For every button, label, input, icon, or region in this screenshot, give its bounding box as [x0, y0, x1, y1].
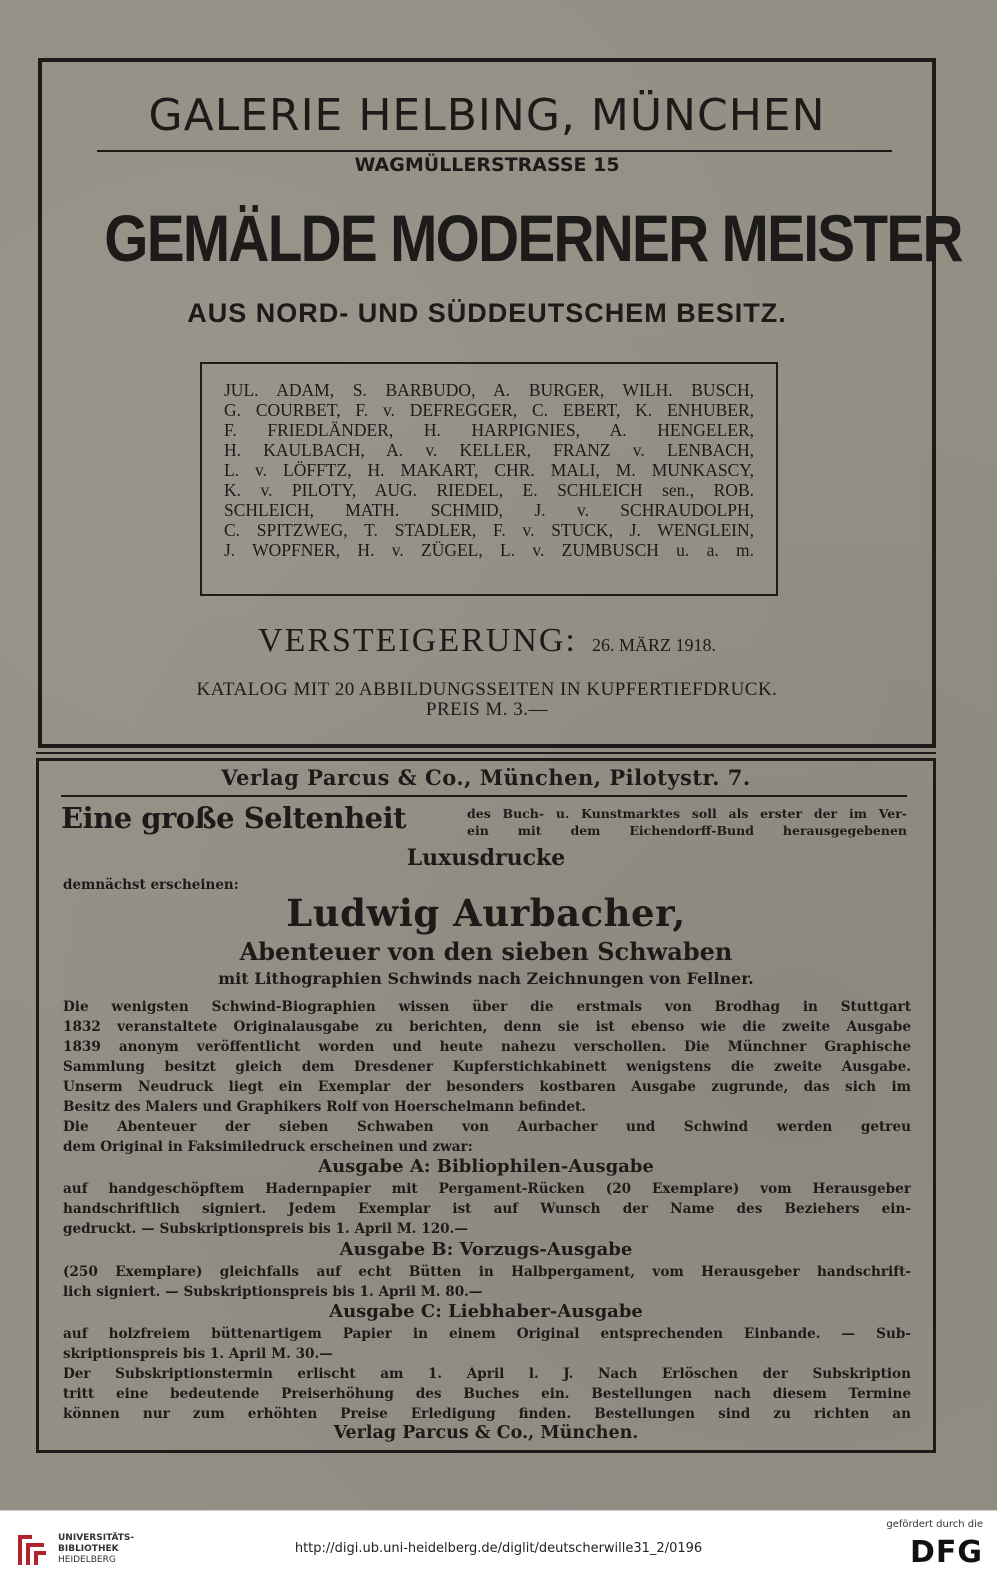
text-line: 1839 anonym veröffentlicht worden und heute nahezu verschollen. Die Münchner Graphische [63, 1039, 911, 1055]
text-line: Sammlung besitzt gleich dem Dresdener Kupferstichkabinett wenigstens die zweite Ausgabe. [63, 1059, 911, 1075]
text-line: Die Abenteuer der sieben Schwaben von Aurbacher und Schwind werden getreu [63, 1119, 911, 1135]
permalink-url[interactable]: http://digi.ub.uni-heidelberg.de/diglit/deutscherwille31_2/0196 [294, 1541, 703, 1556]
gallery-advertisement [38, 58, 962, 748]
publisher-advertisement [36, 758, 936, 1453]
text-line: skriptionspreis bis 1. April M. 30.— [63, 1346, 333, 1362]
artist-line: F. FRIEDLÄNDER, H. HARPIGNIES, A. HENGELER, [224, 420, 754, 440]
text-line: dem Original in Faksimiledruck erscheinen und zwar: [63, 1139, 473, 1155]
publisher-underline [61, 795, 907, 797]
text-line: auf holzfreiem büttenartigem Papier in einem Original entsprechenden Einbande. — Sub- [63, 1326, 911, 1342]
rarity-text [467, 805, 907, 839]
catalog-line: KATALOG MIT 20 ABBILDUNGSSEITEN IN KUPFERTIEFDRUCK. [196, 679, 778, 700]
funder-caption: gefördert durch die [886, 1519, 983, 1530]
edition-a-text [63, 1179, 911, 1239]
intro-paragraph [63, 997, 911, 1157]
text-line: auf handgeschöpftem Hadernpapier mit Pergament-Rücken (20 Exemplare) vom Herausgeber [63, 1181, 911, 1197]
text-line: handschriftlich signiert. Jedem Exemplar ist auf Wunsch der Name des Beziehers ein- [63, 1201, 911, 1217]
publisher-header: Verlag Parcus & Co., München, Pilotystr. 7. [221, 765, 751, 790]
appearing-soon: demnächst erscheinen: [63, 877, 239, 893]
rarity-line: ein mit dem Eichendorff-Bund herausgegebenen [467, 823, 907, 838]
artist-line: G. COURBET, F. v. DEFREGGER, C. EBERT, K. ENHUBER, [224, 400, 754, 420]
book-title: Abenteuer von den sieben Schwaben [239, 937, 733, 966]
artist-line: L. v. LÖFFTZ, H. MAKART, CHR. MALI, M. MUNKASCY, [224, 460, 754, 480]
auction-line [42, 622, 932, 660]
gallery-underline [97, 150, 892, 152]
text-line: Der Subskriptionstermin erlischt am 1. April l. J. Nach Erlöschen der Subskription [63, 1366, 911, 1382]
text-line: Unserm Neudruck liegt ein Exemplar der besonders kostbaren Ausgabe zugrunde, das sich im [63, 1079, 911, 1095]
text-line: 1832 veranstaltete Originalausgabe zu berichten, denn sie ist ebenso wie die zweite Ausgabe [63, 1019, 911, 1035]
auction-label: VERSTEIGERUNG: [258, 622, 577, 659]
artist-line: K. v. PILOTY, AUG. RIEDEL, E. SCHLEICH sen., ROB. [224, 480, 754, 500]
artist-line: SCHLEICH, MATH. SCHMID, J. v. SCHRAUDOLPH, [224, 500, 754, 520]
edition-c-text [63, 1324, 911, 1424]
viewer-footer [0, 1510, 997, 1590]
artist-line: C. SPITZWEG, T. STADLER, F. v. STUCK, J. WENGLEIN, [224, 520, 754, 540]
artist-line: JUL. ADAM, S. BARBUDO, A. BURGER, WILH. BUSCH, [224, 380, 754, 400]
gallery-name: GALERIE HELBING, MÜNCHEN [148, 90, 826, 141]
edition-b-heading: Ausgabe B: Vorzugs-Ausgabe [339, 1239, 633, 1260]
auction-date: 26. MÄRZ 1918. [591, 635, 716, 655]
catalog-info [42, 680, 932, 720]
library-line: BIBLIOTHEK [58, 1544, 119, 1554]
text-line: tritt eine bedeutende Preiserhöhung des Buches ein. Bestellungen nach diesem Termine [63, 1386, 911, 1402]
catalog-price: PREIS M. 3.— [425, 699, 549, 720]
headline: GEMÄLDE MODERNER MEISTER [104, 201, 962, 275]
text-line: lich signiert. — Subskriptionspreis bis 1. April M. 80.— [63, 1284, 483, 1300]
artist-line: J. WOPFNER, H. v. ZÜGEL, L. v. ZUMBUSCH u. a. m. [224, 540, 754, 560]
gallery-address: WAGMÜLLERSTRASSE 15 [354, 154, 620, 176]
rarity-line: des Buch- u. Kunstmarktes soll als erster der im Ver- [467, 806, 907, 821]
text-line: Besitz des Malers und Graphikers Rolf von Hoerschelmann befindet. [63, 1099, 587, 1115]
dfg-logo: DFG [909, 1535, 983, 1570]
library-line: UNIVERSITÄTS- [58, 1533, 135, 1543]
artist-list-box [200, 362, 778, 596]
luxury-print-heading: Luxusdrucke [406, 845, 566, 871]
text-line: Die wenigsten Schwind-Biographien wissen über die erstmals von Brodhag in Stuttgart [63, 999, 911, 1015]
library-line: HEIDELBERG [58, 1555, 116, 1565]
text-line: können nur zum erhöhten Preise Erledigung finden. Bestellungen sind zu richten an [63, 1406, 911, 1422]
edition-a-heading: Ausgabe A: Bibliophilen-Ausgabe [318, 1156, 654, 1177]
closing-publisher: Verlag Parcus & Co., München. [333, 1423, 639, 1443]
section-divider [36, 752, 936, 754]
author-name: Ludwig Aurbacher, [286, 891, 686, 935]
edition-c-heading: Ausgabe C: Liebhaber-Ausgabe [329, 1301, 643, 1322]
artist-line: H. KAULBACH, A. v. KELLER, FRANZ v. LENBACH, [224, 440, 754, 460]
subheadline: AUS NORD- UND SÜDDEUTSCHEM BESITZ. [187, 298, 787, 328]
book-subtitle: mit Lithographien Schwinds nach Zeichnungen von Fellner. [218, 969, 754, 988]
text-line: (250 Exemplare) gleichfalls auf echt Bütten in Halbpergament, vom Herausgeber handschrift- [63, 1264, 911, 1280]
edition-b-text [63, 1262, 911, 1302]
rarity-headline: Eine große Seltenheit [61, 801, 407, 835]
text-line: gedruckt. — Subskriptionspreis bis 1. April M. 120.— [63, 1221, 468, 1237]
